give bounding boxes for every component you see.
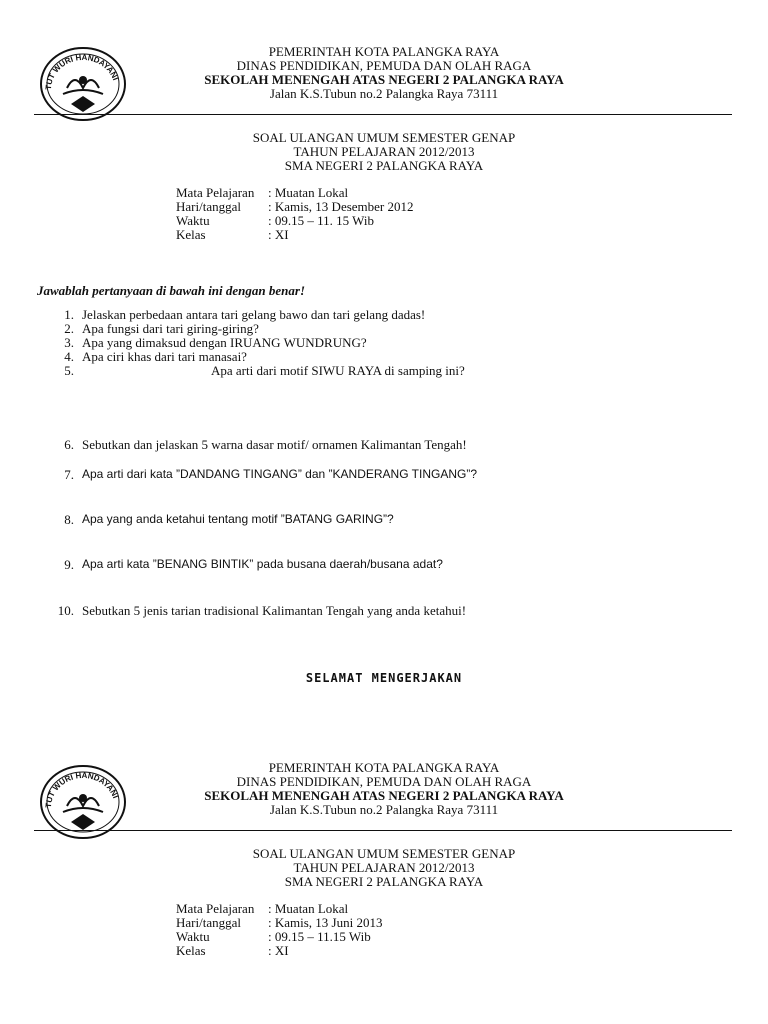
question-7 — [64, 467, 477, 482]
info-value: : Kamis, 13 Juni 2013 — [268, 915, 383, 930]
question-number: 4. — [64, 349, 74, 364]
header-address: Jalan K.S.Tubun no.2 Palangka Raya 73111 — [269, 86, 499, 101]
exam-year: TAHUN PELAJARAN 2012/2013 — [293, 860, 475, 875]
exam-title: SOAL ULANGAN UMUM SEMESTER GENAP — [252, 846, 516, 861]
info-label: Kelas — [176, 227, 206, 242]
info-value: : 09.15 – 11. 15 Wib — [268, 213, 375, 228]
exam-title: SOAL ULANGAN UMUM SEMESTER GENAP — [252, 130, 516, 145]
question-text: Apa arti kata ”BENANG BINTIK” pada busana daerah/busana adat? — [82, 557, 443, 571]
exam-school: SMA NEGERI 2 PALANGKA RAYA — [284, 158, 484, 173]
header-dept: DINAS PENDIDIKAN, PEMUDA DAN OLAH RAGA — [236, 774, 532, 789]
question-text: Jelaskan perbedaan antara tari gelang bawo dan tari gelang dadas! — [82, 307, 426, 322]
info-time — [176, 929, 536, 943]
header-rule — [34, 830, 732, 831]
info-value: : 09.15 – 11.15 Wib — [268, 929, 371, 944]
question-6 — [64, 437, 467, 452]
question-text: Apa arti dari motif SIWU RAYA di samping ini? — [211, 363, 465, 378]
closing-message: SELAMAT MENGERJAKAN — [305, 671, 463, 685]
info-label: Waktu — [176, 213, 210, 228]
header-dept: DINAS PENDIDIKAN, PEMUDA DAN OLAH RAGA — [236, 58, 532, 73]
info-subject — [176, 185, 536, 199]
svg-text:TUT WURI HANDAYANI: TUT WURI HANDAYANI — [43, 770, 121, 809]
question-2 — [64, 321, 259, 336]
header-govt: PEMERINTAH KOTA PALANGKA RAYA — [268, 760, 500, 775]
info-label: Mata Pelajaran — [176, 185, 255, 200]
question-number: 9. — [64, 557, 74, 572]
info-label: Waktu — [176, 929, 210, 944]
info-date — [176, 199, 536, 213]
question-text: Apa yang dimaksud dengan IRUANG WUNDRUNG? — [82, 335, 367, 350]
info-value: : Muatan Lokal — [268, 185, 349, 200]
question-5 — [64, 363, 465, 378]
info-time — [176, 213, 536, 227]
header-govt: PEMERINTAH KOTA PALANGKA RAYA — [268, 44, 500, 59]
question-text: Apa arti dari kata ”DANDANG TINGANG” dan ”KANDERANG TINGANG”? — [82, 467, 477, 481]
question-number: 2. — [64, 321, 74, 336]
question-text: Sebutkan 5 jenis tarian tradisional Kalimantan Tengah yang anda ketahui! — [82, 603, 467, 618]
question-4 — [64, 349, 247, 364]
question-number: 7. — [64, 467, 74, 482]
question-number: 8. — [64, 512, 74, 527]
question-1 — [64, 307, 426, 322]
header-school: SEKOLAH MENENGAH ATAS NEGERI 2 PALANGKA RAYA — [204, 788, 564, 803]
exam-school: SMA NEGERI 2 PALANGKA RAYA — [284, 874, 484, 889]
question-9 — [64, 557, 443, 572]
question-text: Apa fungsi dari tari giring-giring? — [82, 321, 259, 336]
question-text: Apa yang anda ketahui tentang motif ”BATANG GARING”? — [82, 512, 394, 526]
question-number: 3. — [64, 335, 74, 350]
info-class — [176, 943, 536, 957]
question-text: Sebutkan dan jelaskan 5 warna dasar motif/ ornamen Kalimantan Tengah! — [82, 437, 467, 452]
question-number: 5. — [64, 363, 74, 378]
header-address: Jalan K.S.Tubun no.2 Palangka Raya 73111 — [269, 802, 499, 817]
header-rule — [34, 114, 732, 115]
info-label: Hari/tanggal — [176, 199, 241, 214]
question-3 — [64, 335, 367, 350]
info-value: : XI — [268, 227, 289, 242]
question-number: 6. — [64, 437, 74, 452]
question-number: 1. — [64, 307, 74, 322]
header-school: SEKOLAH MENENGAH ATAS NEGERI 2 PALANGKA RAYA — [204, 72, 564, 87]
info-label: Mata Pelajaran — [176, 901, 255, 916]
exam-year: TAHUN PELAJARAN 2012/2013 — [293, 144, 475, 159]
instruction: Jawablah pertanyaan di bawah ini dengan benar! — [37, 283, 305, 298]
question-8 — [64, 512, 394, 527]
info-subject — [176, 901, 536, 915]
info-label: Kelas — [176, 943, 206, 958]
info-value: : XI — [268, 943, 289, 958]
info-value: : Muatan Lokal — [268, 901, 349, 916]
info-label: Hari/tanggal — [176, 915, 241, 930]
svg-text:TUT WURI HANDAYANI: TUT WURI HANDAYANI — [43, 52, 121, 91]
question-number: 10. — [57, 603, 74, 618]
info-date — [176, 915, 536, 929]
info-value: : Kamis, 13 Desember 2012 — [268, 199, 414, 214]
question-text: Apa ciri khas dari tari manasai? — [82, 349, 247, 364]
info-class — [176, 227, 536, 241]
question-10 — [57, 603, 467, 618]
